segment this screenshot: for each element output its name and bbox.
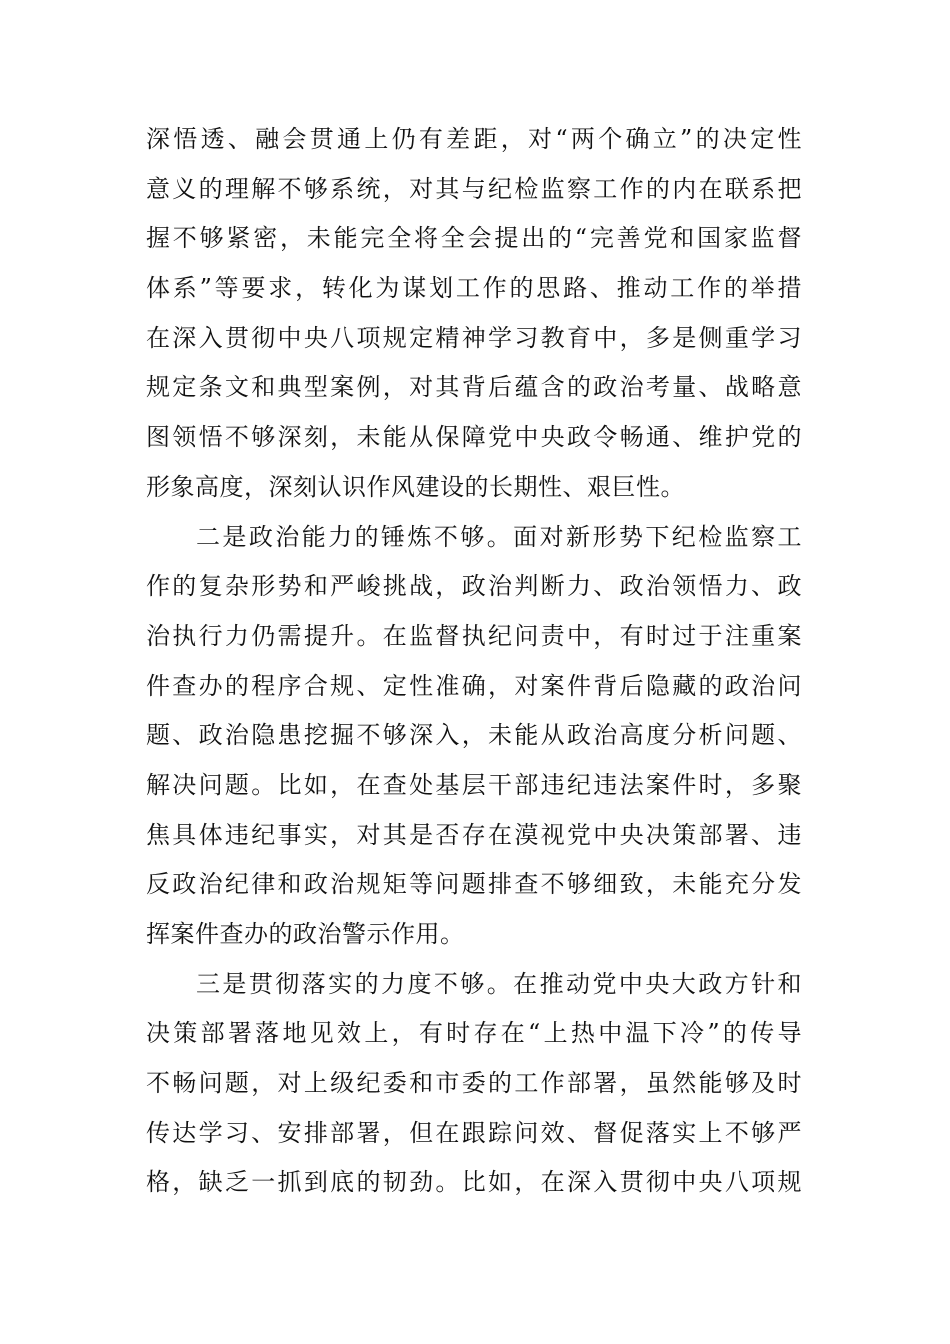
text-line: 不畅问题，对上级纪委和市委的工作部署，虽然能够及时: [146, 1069, 802, 1098]
text-line: 反政治纪律和政治规矩等问题排查不够细致，未能充分发: [146, 870, 802, 899]
text-line: 传达学习、安排部署，但在跟踪问效、督促落实上不够严: [146, 1118, 802, 1147]
text-line: 深悟透、融会贯通上仍有差距，对“两个确立”的决定性: [146, 125, 802, 153]
text-line: 体系”等要求，转化为谋划工作的思路、推动工作的举措: [146, 274, 802, 303]
text-line: 图领悟不够深刻，未能从保障党中央政令畅通、维护党的: [146, 423, 802, 452]
document-body: [146, 115, 802, 1208]
paragraph-start-line: 三是贯彻落实的力度不够。在推动党中央大政方针和: [196, 969, 802, 998]
text-line: 在深入贯彻中央八项规定精神学习教育中，多是侧重学习: [146, 323, 802, 352]
text-line: 解决问题。比如，在查处基层干部违纪违法案件时，多聚: [146, 770, 802, 799]
text-line: 意义的理解不够系统，对其与纪检监察工作的内在联系把: [146, 174, 802, 203]
text-line: 题、政治隐患挖掘不够深入，未能从政治高度分析问题、: [146, 721, 802, 750]
text-line: 形象高度，深刻认识作风建设的长期性、艰巨性。: [146, 472, 685, 501]
text-line: 焦具体违纪事实，对其是否存在漠视党中央决策部署、违: [146, 820, 802, 849]
text-line: 作的复杂形势和严峻挑战，政治判断力、政治领悟力、政: [146, 572, 802, 601]
text-line: 挥案件查办的政治警示作用。: [146, 920, 465, 948]
text-line: 格，缺乏一抓到底的韧劲。比如，在深入贯彻中央八项规: [146, 1168, 802, 1197]
text-line: 治执行力仍需提升。在监督执纪问责中，有时过于注重案: [146, 621, 802, 650]
text-line: 决策部署落地见效上，有时存在“上热中温下冷”的传导: [146, 1019, 802, 1048]
text-line: 件查办的程序合规、定性准确，对案件背后隐藏的政治问: [146, 671, 802, 700]
paragraph-start-line: 二是政治能力的锤炼不够。面对新形势下纪检监察工: [196, 522, 802, 551]
text-line: 规定条文和典型案例，对其背后蕴含的政治考量、战略意: [146, 373, 802, 402]
text-line: 握不够紧密，未能完全将全会提出的“完善党和国家监督: [146, 224, 802, 253]
